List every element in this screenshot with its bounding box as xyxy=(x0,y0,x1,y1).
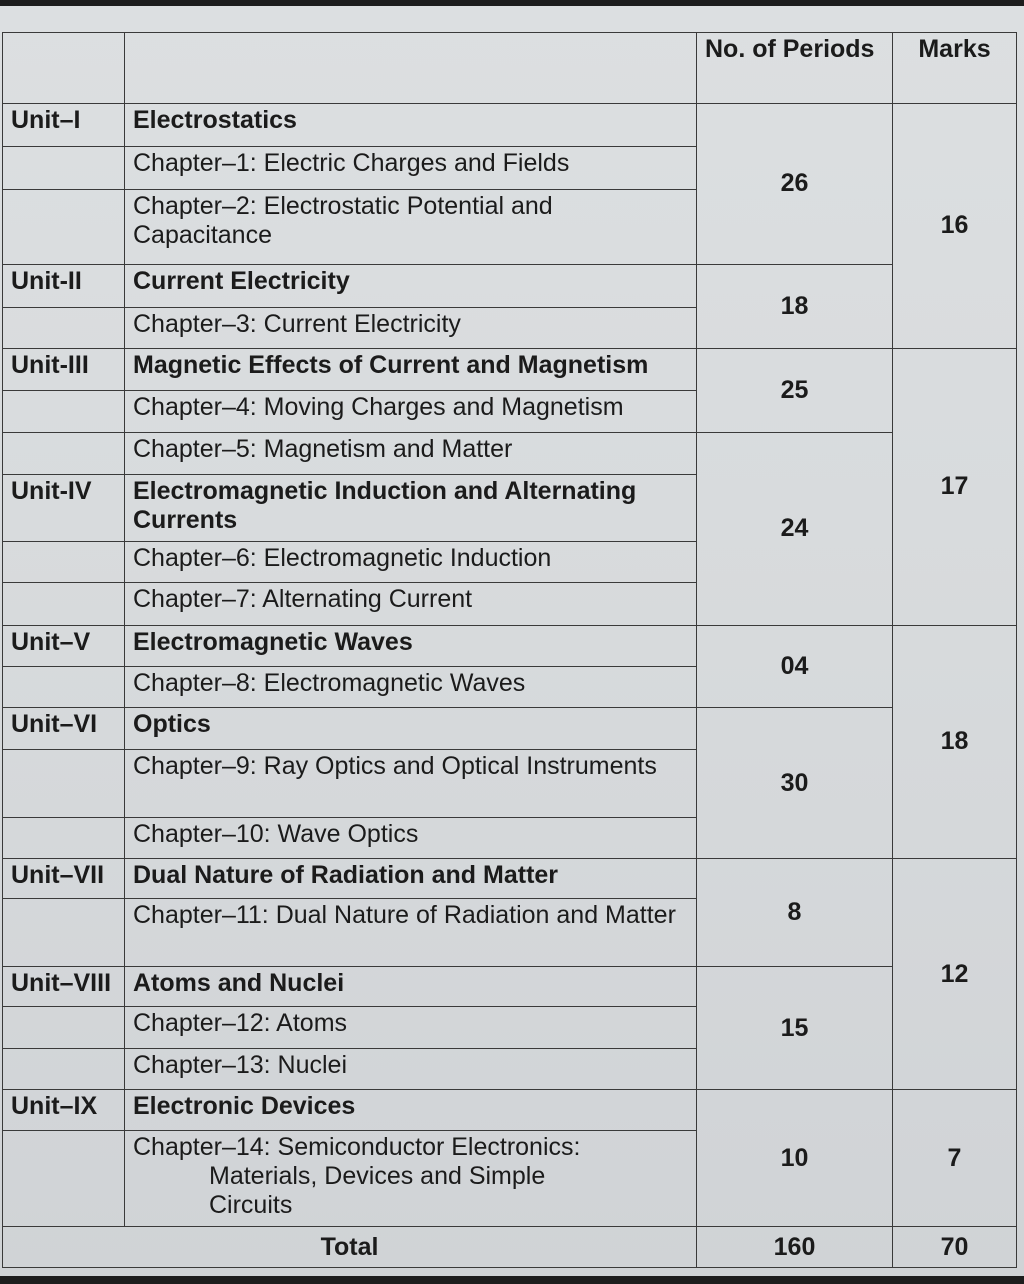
unit-topic: Current Electricity xyxy=(125,265,697,307)
periods-cell: 24 xyxy=(697,432,893,625)
table-row xyxy=(3,349,1017,391)
unit-label: Unit-III xyxy=(3,349,125,391)
unit-label: Unit-II xyxy=(3,265,125,307)
chapter-title: Chapter–6: Electromagnetic Induction xyxy=(125,541,697,582)
table-row xyxy=(3,432,1017,474)
chapter-title: Chapter–11: Dual Nature of Radiation and Matter xyxy=(125,899,697,967)
table-row xyxy=(3,625,1017,666)
unit-topic: Electromagnetic Induction and Alternating Currents xyxy=(125,475,697,542)
periods-cell: 26 xyxy=(697,103,893,265)
chapter-line: Chapter–14: Semiconductor Electronics: xyxy=(133,1132,581,1161)
table-header-row xyxy=(3,33,1017,104)
unit-topic: Electronic Devices xyxy=(125,1090,697,1130)
periods-cell: 8 xyxy=(697,858,893,966)
marks-cell: 16 xyxy=(893,103,1017,348)
marks-cell: 17 xyxy=(893,349,1017,626)
chapter-line: Materials, Devices and Simple xyxy=(209,1161,546,1190)
document-page xyxy=(0,6,1024,1276)
header-marks: Marks xyxy=(893,33,1017,104)
periods-cell: 04 xyxy=(697,625,893,708)
unit-label: Unit–VI xyxy=(3,708,125,749)
total-label: Total xyxy=(3,1227,697,1268)
total-row xyxy=(3,1227,1017,1268)
table-row xyxy=(3,1090,1017,1130)
periods-cell: 25 xyxy=(697,349,893,433)
chapter-title: Chapter–5: Magnetism and Matter xyxy=(125,432,697,474)
unit-topic: Magnetic Effects of Current and Magnetism xyxy=(125,349,697,391)
chapter-title: Chapter–13: Nuclei xyxy=(125,1048,697,1089)
periods-cell: 15 xyxy=(697,966,893,1089)
syllabus-table xyxy=(2,32,1017,1268)
chapter-title: Chapter–2: Electrostatic Potential and Capacitance xyxy=(125,189,697,265)
chapter-title: Chapter–7: Alternating Current xyxy=(125,583,697,625)
marks-cell: 12 xyxy=(893,858,1017,1089)
unit-label: Unit–I xyxy=(3,103,125,146)
chapter-title: Chapter–9: Ray Optics and Optical Instruments xyxy=(125,749,697,817)
total-periods: 160 xyxy=(697,1227,893,1268)
header-periods: No. of Periods xyxy=(697,33,893,104)
chapter-title: Chapter–1: Electric Charges and Fields xyxy=(125,147,697,189)
unit-topic: Optics xyxy=(125,708,697,749)
table-row xyxy=(3,858,1017,898)
chapter-title: Chapter–4: Moving Charges and Magnetism xyxy=(125,391,697,432)
chapter-title xyxy=(125,1130,697,1227)
unit-label: Unit–VIII xyxy=(3,966,125,1006)
periods-cell: 30 xyxy=(697,708,893,858)
marks-cell: 18 xyxy=(893,625,1017,858)
unit-label: Unit–V xyxy=(3,625,125,666)
table-row xyxy=(3,966,1017,1006)
unit-label: Unit–IX xyxy=(3,1090,125,1130)
chapter-title: Chapter–10: Wave Optics xyxy=(125,817,697,858)
periods-cell: 10 xyxy=(697,1090,893,1227)
marks-cell: 7 xyxy=(893,1090,1017,1227)
total-marks: 70 xyxy=(893,1227,1017,1268)
table-row xyxy=(3,708,1017,749)
unit-topic: Atoms and Nuclei xyxy=(125,966,697,1006)
periods-cell: 18 xyxy=(697,265,893,349)
chapter-title: Chapter–3: Current Electricity xyxy=(125,307,697,348)
unit-label: Unit–VII xyxy=(3,858,125,898)
header-unit-cell xyxy=(3,33,125,104)
chapter-title: Chapter–8: Electromagnetic Waves xyxy=(125,667,697,708)
unit-topic: Electrostatics xyxy=(125,103,697,146)
unit-label: Unit-IV xyxy=(3,475,125,542)
unit-topic: Dual Nature of Radiation and Matter xyxy=(125,858,697,898)
unit-topic: Electromagnetic Waves xyxy=(125,625,697,666)
chapter-line: Circuits xyxy=(209,1190,293,1219)
header-topic-cell xyxy=(125,33,697,104)
chapter-title: Chapter–12: Atoms xyxy=(125,1007,697,1048)
table-row xyxy=(3,103,1017,146)
table-row xyxy=(3,265,1017,307)
